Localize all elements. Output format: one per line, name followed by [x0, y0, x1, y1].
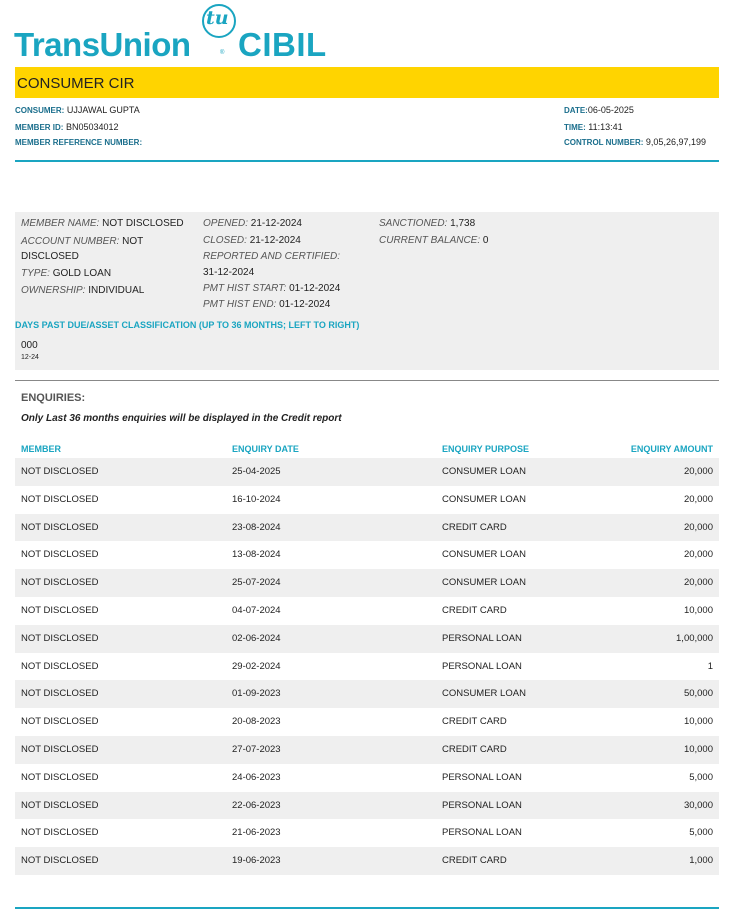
row-enquiry-amount: 1,000 — [689, 855, 713, 867]
report-title: CONSUMER CIR — [17, 75, 135, 92]
row-enquiry-date: 21-06-2023 — [232, 827, 281, 839]
row-enquiry-amount: 20,000 — [683, 493, 713, 505]
account-divider — [15, 380, 719, 381]
account-number-cont — [21, 249, 79, 265]
row-member: NOT DISCLOSED — [21, 521, 99, 533]
time-label: TIME: — [564, 123, 586, 132]
date-row — [564, 105, 634, 115]
member-id-label: MEMBER ID: — [15, 123, 64, 132]
table-row — [15, 541, 719, 569]
pmt-start-field — [203, 281, 340, 297]
member-id-row — [15, 122, 119, 132]
pmt-end-field — [203, 297, 330, 313]
row-enquiry-amount: 30,000 — [683, 799, 713, 811]
row-enquiry-date: 04-07-2024 — [232, 604, 281, 616]
row-enquiry-amount: 5,000 — [689, 771, 713, 783]
closed-label: CLOSED: — [203, 235, 247, 246]
row-enquiry-amount: 1 — [707, 660, 713, 672]
row-enquiry-purpose: CONSUMER LOAN — [442, 466, 526, 477]
row-enquiry-date: 01-09-2023 — [232, 688, 281, 700]
row-enquiry-purpose: CONSUMER LOAN — [442, 577, 526, 589]
report-date: 06-05-2025 — [587, 105, 634, 115]
opened-field — [203, 216, 302, 232]
control-row — [564, 137, 706, 147]
row-enquiry-purpose: PERSONAL LOAN — [442, 660, 522, 672]
account-type: GOLD LOAN — [52, 268, 112, 279]
row-enquiry-purpose: CREDIT CARD — [442, 521, 507, 533]
sanctioned-amount: 1,738 — [450, 218, 476, 229]
consumer-label: CONSUMER: — [15, 106, 65, 115]
row-enquiry-amount: 10,000 — [683, 743, 713, 755]
account-number-field — [21, 234, 143, 250]
table-row — [15, 708, 719, 736]
row-enquiry-purpose: CONSUMER LOAN — [442, 549, 526, 561]
pmt-start: 01-12-2024 — [289, 283, 341, 294]
balance-label: CURRENT BALANCE: — [379, 235, 481, 246]
current-balance: 0 — [482, 235, 489, 246]
account-number-label: ACCOUNT NUMBER: — [21, 236, 120, 247]
member-id: BN05034012 — [65, 122, 119, 132]
row-enquiry-date: 23-08-2024 — [232, 521, 281, 533]
enquiries-table — [15, 458, 719, 875]
row-enquiry-date: 25-04-2025 — [232, 466, 281, 477]
report-time: 11:13:41 — [588, 122, 623, 132]
enquiries-note: Only Last 36 months enquiries will be displayed in the Credit report — [21, 413, 342, 424]
row-enquiry-purpose: CONSUMER LOAN — [442, 688, 526, 700]
ownership-field — [21, 283, 144, 299]
row-enquiry-date: 20-08-2023 — [232, 716, 281, 728]
closed-date: 21-12-2024 — [249, 235, 301, 246]
row-enquiry-date: 13-08-2024 — [232, 549, 281, 561]
row-member: NOT DISCLOSED — [21, 799, 99, 811]
row-enquiry-amount: 20,000 — [683, 466, 713, 477]
row-enquiry-date: 24-06-2023 — [232, 771, 281, 783]
row-enquiry-purpose: CREDIT CARD — [442, 716, 507, 728]
reported-label: REPORTED AND CERTIFIED: — [203, 251, 341, 262]
table-row — [15, 597, 719, 625]
footer-divider — [15, 907, 719, 909]
row-enquiry-purpose: CREDIT CARD — [442, 855, 507, 867]
col-member: MEMBER — [21, 444, 61, 454]
row-enquiry-date: 19-06-2023 — [232, 855, 281, 867]
row-enquiry-date: 27-07-2023 — [232, 743, 281, 755]
row-enquiry-date: 25-07-2024 — [232, 577, 281, 589]
control-label: CONTROL NUMBER: — [564, 138, 644, 147]
row-enquiry-date: 16-10-2024 — [232, 493, 281, 505]
col-enquiry-purpose: ENQUIRY PURPOSE — [442, 444, 530, 454]
row-enquiry-purpose: PERSONAL LOAN — [442, 771, 522, 783]
sanctioned-label: SANCTIONED: — [379, 218, 448, 229]
type-field — [21, 266, 111, 282]
table-row — [15, 653, 719, 681]
row-enquiry-purpose: PERSONAL LOAN — [442, 827, 522, 839]
row-member: NOT DISCLOSED — [21, 771, 99, 783]
member-name: NOT DISCLOSED — [102, 218, 184, 229]
pmt-start-label: PMT HIST START: — [203, 283, 287, 294]
row-member: NOT DISCLOSED — [21, 632, 99, 644]
transunion-cibil-logo — [14, 4, 344, 63]
report-title-bar — [15, 67, 719, 98]
account-number-b: DISCLOSED — [21, 251, 79, 262]
row-enquiry-amount: 50,000 — [683, 688, 713, 700]
row-enquiry-purpose: CREDIT CARD — [442, 743, 507, 755]
row-enquiry-purpose: CONSUMER LOAN — [442, 493, 526, 505]
table-row — [15, 514, 719, 542]
dpd-value: 000 — [21, 340, 38, 351]
row-enquiry-purpose: PERSONAL LOAN — [442, 632, 522, 644]
time-row — [564, 122, 623, 132]
row-enquiry-date: 29-02-2024 — [232, 660, 281, 672]
dpd-month: 12-24 — [21, 354, 39, 361]
row-enquiry-amount: 1,00,000 — [676, 632, 713, 644]
table-row — [15, 569, 719, 597]
type-label: TYPE: — [21, 268, 50, 279]
pmt-end: 01-12-2024 — [279, 299, 331, 310]
row-member: NOT DISCLOSED — [21, 604, 99, 616]
table-row — [15, 736, 719, 764]
row-member: NOT DISCLOSED — [21, 549, 99, 561]
row-member: NOT DISCLOSED — [21, 855, 99, 867]
col-enquiry-amount: ENQUIRY AMOUNT — [630, 444, 713, 454]
dpd-title: DAYS PAST DUE/ASSET CLASSIFICATION (UP TO 36 MONTHS; LEFT TO RIGHT) — [15, 320, 360, 330]
consumer-name: UJJAWAL GUPTA — [66, 105, 140, 115]
ownership-label: OWNERSHIP: — [21, 285, 86, 296]
col-enquiry-date: ENQUIRY DATE — [232, 444, 299, 454]
table-row — [15, 625, 719, 653]
date-label: DATE: — [564, 106, 588, 115]
row-enquiry-amount: 5,000 — [689, 827, 713, 839]
member-ref-row — [15, 137, 142, 147]
opened-label: OPENED: — [203, 218, 249, 229]
member-ref-label: MEMBER REFERENCE NUMBER: — [15, 138, 143, 147]
closed-field — [203, 233, 301, 249]
consumer-row — [15, 105, 140, 115]
table-row — [15, 486, 719, 514]
row-enquiry-date: 02-06-2024 — [232, 632, 281, 644]
row-member: NOT DISCLOSED — [21, 716, 99, 728]
row-enquiry-purpose: PERSONAL LOAN — [442, 799, 522, 811]
enquiries-header — [15, 444, 719, 458]
reported-value-row — [203, 265, 254, 281]
table-row — [15, 764, 719, 792]
row-member: NOT DISCLOSED — [21, 660, 99, 672]
row-enquiry-amount: 20,000 — [683, 577, 713, 589]
table-row — [15, 847, 719, 875]
sanctioned-field — [379, 216, 475, 232]
row-member: NOT DISCLOSED — [21, 743, 99, 755]
account-number-a: NOT — [122, 236, 144, 247]
table-row — [15, 792, 719, 820]
table-row — [15, 458, 719, 486]
reported-field — [203, 249, 340, 265]
opened-date: 21-12-2024 — [250, 218, 302, 229]
pmt-end-label: PMT HIST END: — [203, 299, 277, 310]
row-enquiry-amount: 10,000 — [683, 604, 713, 616]
table-row — [15, 680, 719, 708]
row-enquiry-purpose: CREDIT CARD — [442, 604, 507, 616]
row-enquiry-amount: 20,000 — [683, 521, 713, 533]
row-member: NOT DISCLOSED — [21, 688, 99, 700]
row-member: NOT DISCLOSED — [21, 493, 99, 505]
row-enquiry-amount: 10,000 — [683, 716, 713, 728]
ownership: INDIVIDUAL — [88, 285, 145, 296]
header-divider — [15, 160, 719, 162]
member-name-label: MEMBER NAME: — [21, 218, 100, 229]
reported-date: 31-12-2024 — [203, 267, 255, 278]
row-member: NOT DISCLOSED — [21, 466, 99, 477]
table-row — [15, 819, 719, 847]
member-name-field — [21, 216, 184, 232]
balance-field — [379, 233, 488, 249]
logo-brand-left: TransUnion — [14, 26, 191, 63]
logo-mark: tu — [206, 7, 229, 29]
control-number: 9,05,26,97,199 — [645, 137, 706, 147]
row-enquiry-date: 22-06-2023 — [232, 799, 281, 811]
enquiries-title: ENQUIRIES: — [21, 392, 86, 404]
registered-mark: ® — [220, 50, 225, 56]
row-member: NOT DISCLOSED — [21, 827, 99, 839]
account-block — [15, 212, 719, 370]
row-enquiry-amount: 20,000 — [683, 549, 713, 561]
row-member: NOT DISCLOSED — [21, 577, 99, 589]
logo-brand-right: CIBIL — [238, 26, 327, 63]
